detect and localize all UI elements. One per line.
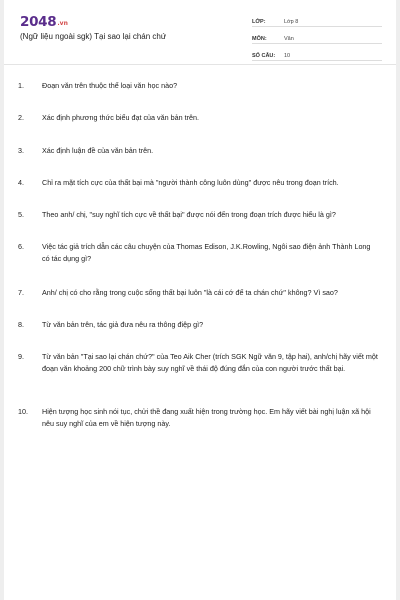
question-number: 7. xyxy=(18,288,24,297)
question-item xyxy=(18,406,380,429)
question-item xyxy=(18,209,380,221)
question-number: 2. xyxy=(18,113,24,122)
meta-value-subject: Văn xyxy=(284,36,294,42)
meta-value-question-count: 10 xyxy=(284,53,291,59)
question-text: Theo anh/ chị, "suy nghĩ tích cực về thất bại" được nói đến trong đoạn trích được hiểu là gì? xyxy=(42,210,336,219)
question-number: 9. xyxy=(18,352,24,361)
question-item xyxy=(18,145,380,157)
question-item xyxy=(18,351,380,374)
question-text: Từ văn bản "Tại sao lại chán chứ?" của Teo Aik Cher (trích SGK Ngữ văn 9, tập hai), anh/chị hãy viết một đoạn văn khoảng 200 chữ trình bày suy nghĩ về thái độ đúng đắn của con người trước thất bại. xyxy=(42,352,378,373)
question-text: Đoạn văn trên thuộc thể loại văn học nào? xyxy=(42,81,178,90)
question-item xyxy=(18,177,380,189)
question-text: Xác định luận đề của văn bản trên. xyxy=(42,146,154,155)
question-text: Việc tác giả trích dẫn các câu chuyện của Thomas Edison, J.K.Rowling, Ngôi sao điện ảnh Thành Long có tác dụng gì? xyxy=(42,242,371,263)
question-item xyxy=(18,287,380,299)
question-text: Từ văn bản trên, tác giả đưa nêu ra thông điệp gì? xyxy=(42,320,204,329)
worksheet-page xyxy=(4,0,396,600)
question-text: Chỉ ra mặt tích cực của thất bại mà "người thành công luôn dùng" được nêu trong đoạn trích. xyxy=(42,178,339,187)
question-text: Xác định phương thức biểu đạt của văn bản trên. xyxy=(42,113,199,122)
document-title: (Ngữ liệu ngoài sgk) Tại sao lại chán chứ xyxy=(20,32,167,41)
question-number: 6. xyxy=(18,242,24,251)
question-item xyxy=(18,80,380,92)
question-number: 5. xyxy=(18,210,24,219)
question-list xyxy=(4,0,396,600)
meta-label-subject: MÔN: xyxy=(252,36,267,42)
meta-label-question-count: SỐ CÂU: xyxy=(252,53,276,59)
logo-text: 2048 xyxy=(20,14,57,30)
question-item xyxy=(18,319,380,331)
question-number: 8. xyxy=(18,320,24,329)
question-text: Anh/ chị có cho rằng trong cuộc sống thất bại luôn "là cái cớ để ta chán chứ" không? Vì sao? xyxy=(42,288,338,297)
question-item xyxy=(18,241,380,264)
question-number: 10. xyxy=(18,407,28,416)
logo-tld: .vn xyxy=(57,20,68,27)
meta-value-class: Lớp 8 xyxy=(284,19,299,25)
question-item xyxy=(18,112,380,124)
question-number: 1. xyxy=(18,81,24,90)
question-number: 4. xyxy=(18,178,24,187)
meta-label-class: LỚP: xyxy=(252,19,266,25)
question-number: 3. xyxy=(18,146,24,155)
question-text: Hiện tượng học sinh nói tục, chửi thề đang xuất hiện trong trường học. Em hãy viết bài nghị luận xã hội nêu suy nghĩ của em về hiện tượng này. xyxy=(42,407,371,428)
